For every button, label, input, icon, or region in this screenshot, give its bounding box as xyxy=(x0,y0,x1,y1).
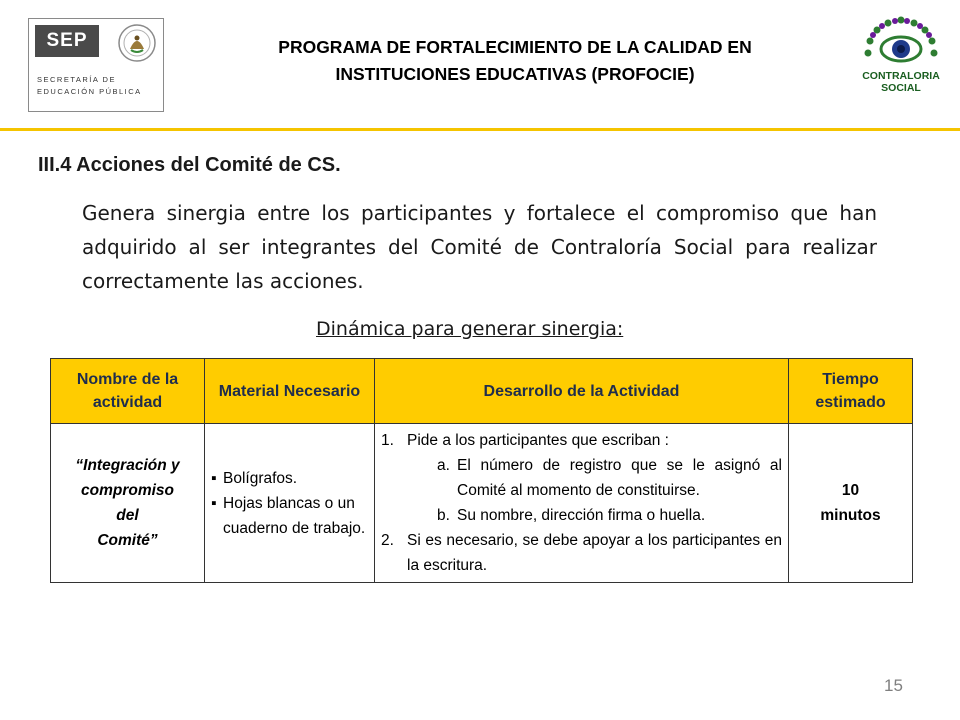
activity-name-line: “Integración y xyxy=(75,457,180,474)
activity-table xyxy=(50,358,913,583)
substep-letter: b. xyxy=(437,507,450,524)
sep-line-2: EDUCACIÓN PÚBLICA xyxy=(37,87,142,96)
activity-name-line: compromiso xyxy=(80,482,174,499)
substep-item xyxy=(407,503,782,528)
substep-item xyxy=(407,453,782,503)
header-divider xyxy=(0,128,960,131)
section-paragraph: Genera sinergia entre los participantes y fortalece el compromiso que han adquirido al ser integrantes del Comité de Contraloría Social para realizar correctamente las acciones. xyxy=(82,201,877,293)
cs-logo-line-2: SOCIAL xyxy=(881,82,921,94)
substep-text: El número de registro que se le asignó al Comité al momento de constituirse. xyxy=(457,457,782,499)
section-title: III.4 Acciones del Comité de CS. xyxy=(38,154,341,176)
step-number: 2. xyxy=(381,532,394,549)
step-text: Pide a los participantes que escriban : xyxy=(407,432,669,449)
step-text: Si es necesario, se debe apoyar a los participantes en la escritura. xyxy=(407,532,782,574)
step-item xyxy=(381,528,782,578)
activity-name-line: del xyxy=(116,507,139,524)
step-number: 1. xyxy=(381,432,394,449)
dynamic-subheading: Dinámica para generar sinergia: xyxy=(316,318,624,340)
mexican-seal-icon xyxy=(117,23,157,63)
sep-logo xyxy=(28,18,164,112)
page-number: 15 xyxy=(884,676,903,695)
material-item: ▪ Bolígrafos. xyxy=(211,466,368,491)
table-row xyxy=(51,424,913,583)
header-time: Tiempo estimado xyxy=(789,359,913,424)
materials-list xyxy=(211,466,368,541)
substep-letter: a. xyxy=(437,457,450,474)
sep-wordmark: SEP xyxy=(35,25,99,57)
steps-list xyxy=(381,428,782,578)
materials-cell xyxy=(205,424,375,583)
time-cell xyxy=(789,424,913,583)
header-title-line-2: INSTITUCIONES EDUCATIVAS (PROFOCIE) xyxy=(335,64,695,84)
substep-text: Su nombre, dirección firma o huella. xyxy=(457,507,706,524)
cs-logo-line-1: CONTRALORIA xyxy=(862,70,940,82)
material-item: ▪ Hojas blancas o un cuaderno de trabajo. xyxy=(211,491,368,541)
contraloria-social-logo xyxy=(856,12,946,102)
activity-name-line: Comité” xyxy=(97,532,158,549)
header-materials: Material Necesario xyxy=(205,359,375,424)
header-title xyxy=(190,34,840,88)
table-header-row xyxy=(51,359,913,424)
substeps-list xyxy=(407,453,782,528)
development-cell xyxy=(375,424,789,583)
time-value: 10 xyxy=(841,482,860,499)
header-activity-name: Nombre de la actividad xyxy=(51,359,205,424)
header-title-line-1: PROGRAMA DE FORTALECIMIENTO DE LA CALIDAD EN xyxy=(278,37,752,57)
step-item xyxy=(381,428,782,528)
activity-name-cell xyxy=(51,424,205,583)
sep-line-1: SECRETARÍA DE xyxy=(37,75,116,84)
time-unit: minutos xyxy=(820,507,881,524)
header-development: Desarrollo de la Actividad xyxy=(375,359,789,424)
